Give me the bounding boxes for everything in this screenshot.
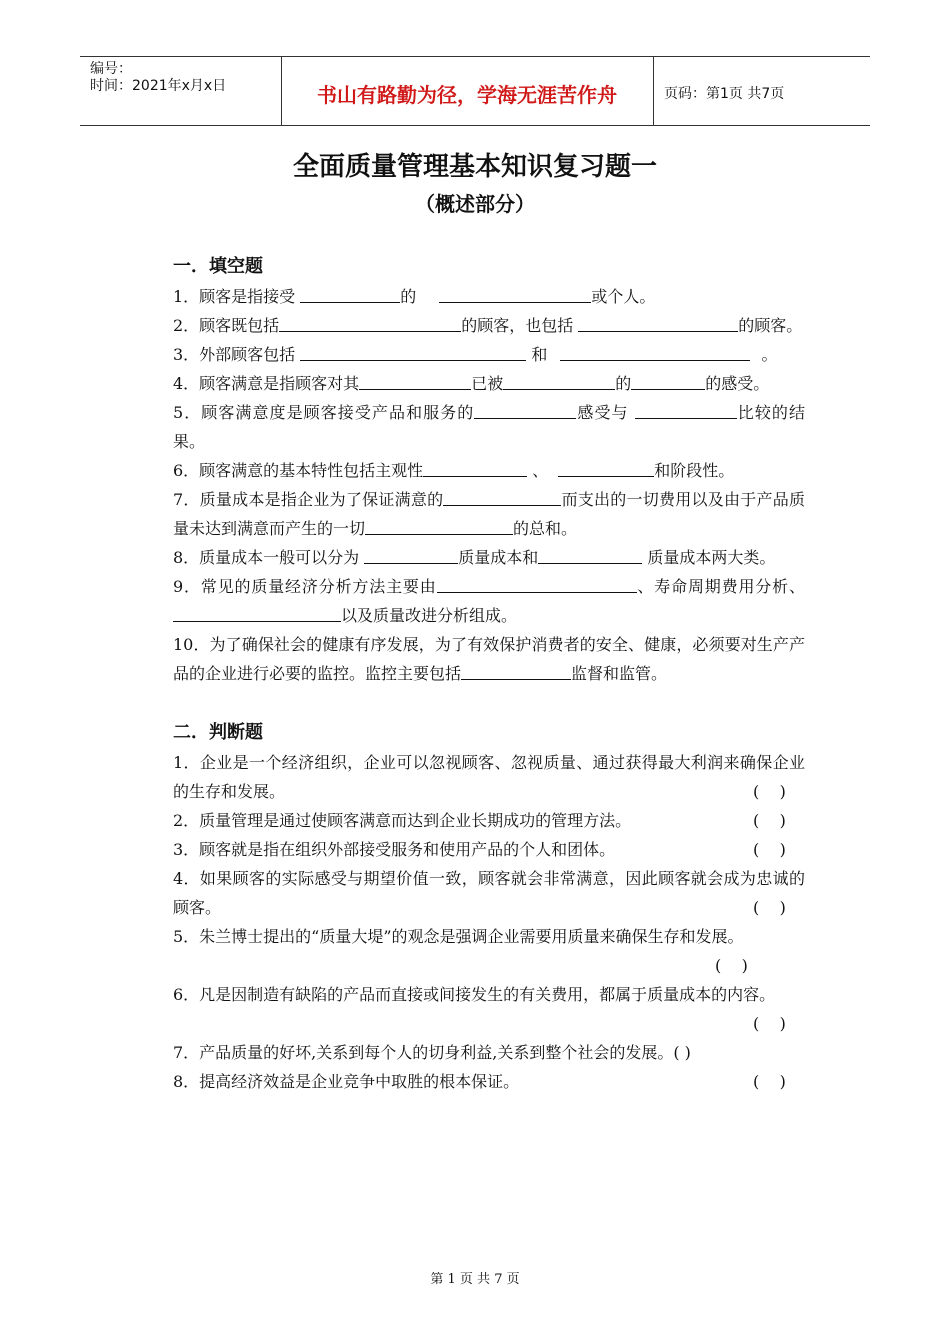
blank (173, 604, 341, 622)
tf-question: 8．提高经济效益是企业竞争中取胜的根本保证。 ( ) (173, 1067, 805, 1096)
tf-question: 6．凡是因制造有缺陷的产品而直接或间接发生的有关费用，都属于质量成本的内容。 ( ) (173, 980, 805, 1038)
page-subtitle: （概述部分） (415, 192, 535, 216)
answer-parens: ( ) (753, 782, 786, 801)
blank (364, 546, 458, 564)
question-2: 2．顾客既包括 的顾客，也包括 的顾客。 (173, 316, 803, 335)
answer-parens: ( ) (753, 840, 786, 859)
blank (359, 372, 471, 390)
section-heading-fill-in: 一．填空题 (173, 256, 263, 277)
question-8: 8．质量成本一般可以分为 质量成本和 质量成本两大类。 (173, 548, 776, 567)
section-heading-true-false: 二．判断题 (173, 722, 263, 743)
page-footer: 第 1 页 共 7 页 (430, 1272, 520, 1287)
number-label: 编号： (90, 61, 132, 77)
blank (558, 459, 654, 477)
tf-question: 5．朱兰博士提出的“质量大堤”的观念是强调企业需要用质量来确保生存和发展。 ( ) (173, 922, 805, 980)
blank (300, 285, 400, 303)
tf-question: 2．质量管理是通过使顾客满意而达到企业长期成功的管理方法。 ( ) (173, 806, 805, 835)
blank (461, 662, 571, 680)
blank (503, 372, 615, 390)
blank (635, 401, 737, 419)
question-7: 7．质量成本是指企业为了保证满意的 而支出的一切费用以及由于产品质量未达到满意而产生的一切 的总和。 (173, 490, 805, 538)
document-body (173, 252, 805, 1096)
blank (578, 314, 738, 332)
page-title: 全面质量管理基本知识复习题一 (292, 152, 657, 182)
blank (439, 285, 591, 303)
blank (631, 372, 705, 390)
question-5: 5．顾客满意度是顾客接受产品和服务的 感受与 比较的结果。 (173, 403, 805, 451)
question-4: 4．顾客满意是指顾客对其 已被 的 的感受。 (173, 374, 770, 393)
blank (300, 343, 526, 361)
blank (437, 575, 637, 593)
blank (474, 401, 576, 419)
header-motto: 书山有路勤为径，学海无涯苦作舟 (317, 83, 617, 107)
question-1: 1．顾客是指接受 的 或个人。 (173, 287, 656, 306)
tf-question: 7．产品质量的好坏,关系到每个人的切身利益,关系到整个社会的发展。( ) (173, 1043, 691, 1062)
answer-parens: ( ) (753, 1072, 786, 1091)
header-page-code: 页码：第1页 共7页 (664, 86, 785, 102)
blank (538, 546, 642, 564)
header-divider (653, 57, 654, 125)
answer-parens: ( ) (753, 1014, 786, 1033)
document-header (80, 56, 870, 126)
question-10: 10．为了确保社会的健康有序发展，为了有效保护消费者的安全、健康，必须要对生产产品的企业进行必要的监控。监控主要包括 监督和监管。 (173, 635, 805, 683)
blank (279, 314, 461, 332)
blank (365, 517, 513, 535)
blank (443, 488, 561, 506)
tf-question: 3．顾客就是指在组织外部接受服务和使用产品的个人和团体。 ( ) (173, 835, 805, 864)
time-label: 时间：2021年x月x日 (90, 78, 227, 94)
question-6: 6．顾客满意的基本特性包括主观性 、 和阶段性。 (173, 461, 735, 480)
answer-parens: ( ) (753, 898, 786, 917)
tf-question: 1．企业是一个经济组织，企业可以忽视顾客、忽视质量、通过获得最大利润来确保企业的生存和发展。 ( ) (173, 748, 805, 806)
blank (560, 343, 750, 361)
question-9: 9．常见的质量经济分析方法主要由 、寿命周期费用分析、以及质量改进分析组成。 (173, 577, 805, 625)
blank (423, 459, 527, 477)
answer-parens: ( ) (753, 811, 786, 830)
tf-question: 4．如果顾客的实际感受与期望价值一致，顾客就会非常满意，因此顾客就会成为忠诚的顾客。 ( ) (173, 864, 805, 922)
question-3: 3．外部顾客包括 和 。 (173, 345, 778, 364)
answer-parens: ( ) (715, 956, 748, 975)
header-meta (90, 61, 226, 95)
